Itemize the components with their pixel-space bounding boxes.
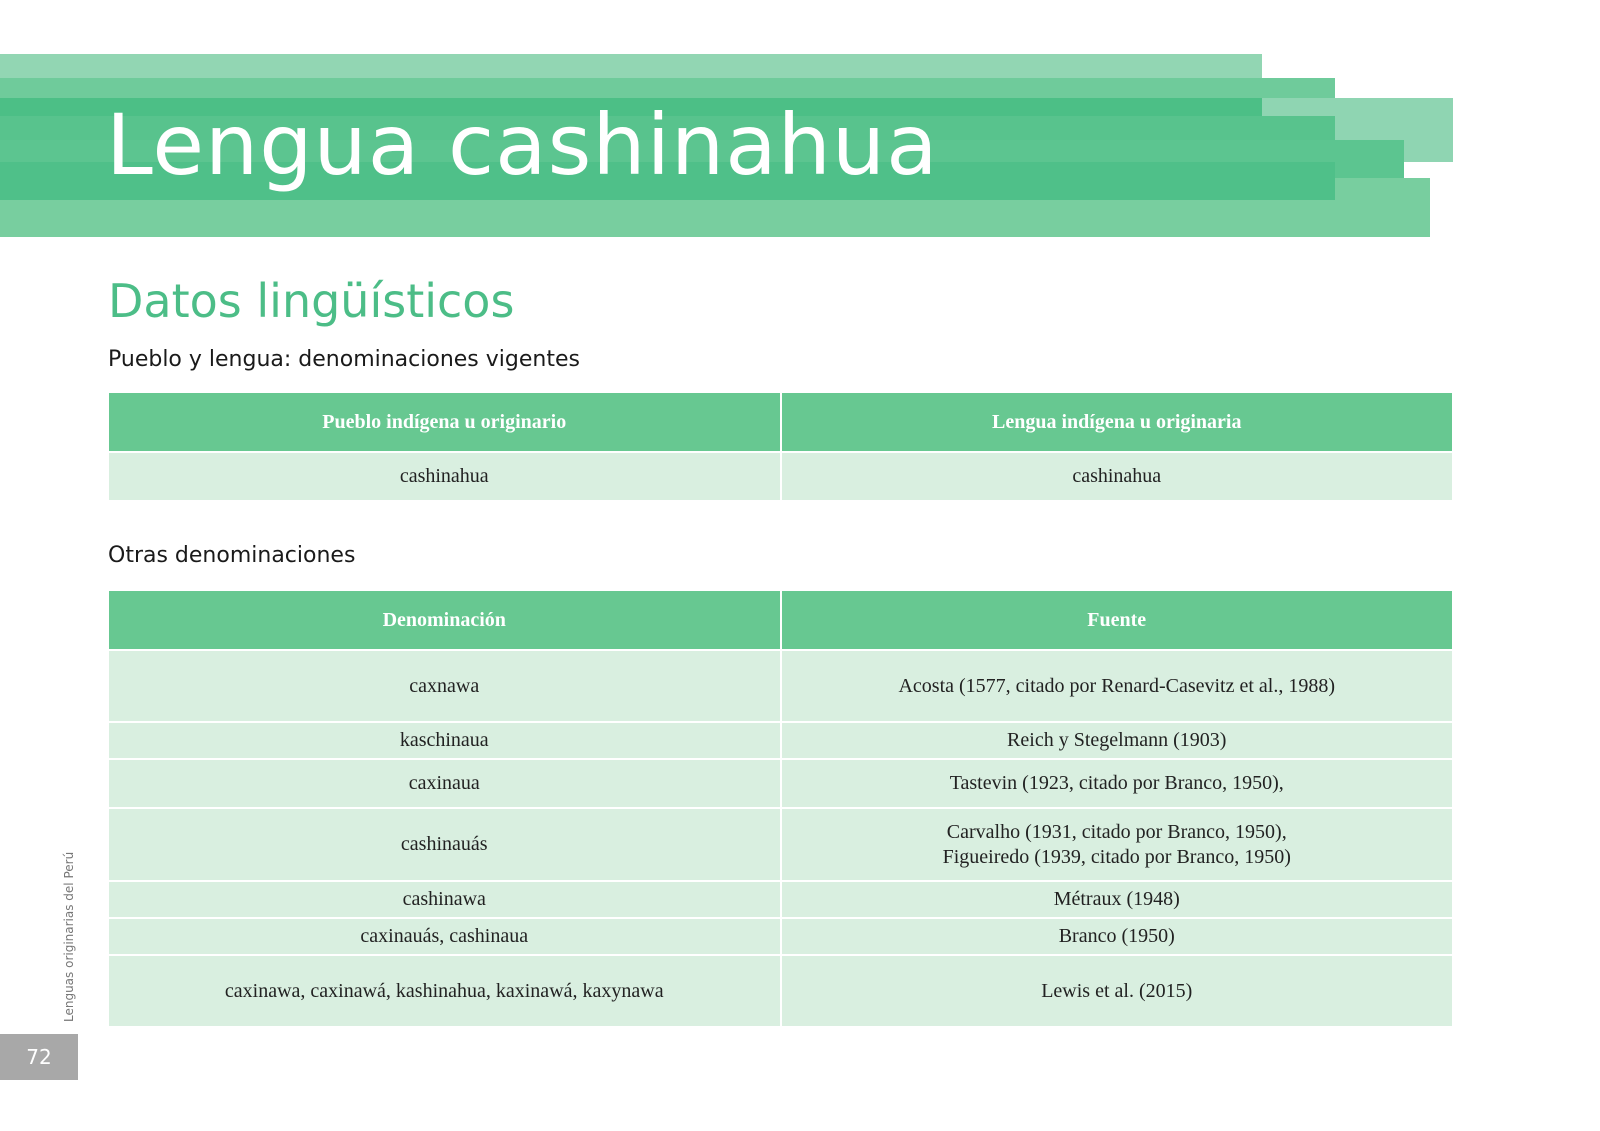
current-names-heading: Pueblo y lengua: denominaciones vigentes bbox=[108, 347, 580, 372]
table-cell: Branco (1950) bbox=[781, 918, 1453, 955]
page-title: Lengua cashinahua bbox=[106, 96, 939, 194]
table-row bbox=[109, 808, 1452, 881]
table-cell: kaschinaua bbox=[109, 722, 781, 759]
table-cell: Acosta (1577, citado por Renard-Casevitz et al., 1988) bbox=[781, 650, 1453, 722]
table-header-row bbox=[109, 393, 1452, 452]
table-cell: caxinaua bbox=[109, 759, 781, 808]
table-header-row bbox=[109, 591, 1452, 650]
other-names-heading: Otras denominaciones bbox=[108, 543, 356, 568]
table-cell: caxinauás, cashinaua bbox=[109, 918, 781, 955]
table-cell: cashinahua bbox=[781, 452, 1453, 501]
table-cell: cashinauás bbox=[109, 808, 781, 881]
column-header: Fuente bbox=[781, 591, 1453, 650]
table-cell: cashinawa bbox=[109, 881, 781, 918]
other-names-table bbox=[109, 591, 1452, 1028]
column-header: Lengua indígena u originaria bbox=[781, 393, 1453, 452]
current-names-table bbox=[109, 393, 1452, 502]
source-line: Figueiredo (1939, citado por Branco, 1950) bbox=[942, 845, 1291, 868]
table-cell: Métraux (1948) bbox=[781, 881, 1453, 918]
table-cell: Lewis et al. (2015) bbox=[781, 955, 1453, 1027]
table-row bbox=[109, 722, 1452, 759]
table-row bbox=[109, 955, 1452, 1027]
table-cell bbox=[781, 808, 1453, 881]
table-row bbox=[109, 881, 1452, 918]
table-cell: Reich y Stegelmann (1903) bbox=[781, 722, 1453, 759]
table-row bbox=[109, 452, 1452, 501]
source-line: Carvalho (1931, citado por Branco, 1950), bbox=[946, 820, 1287, 843]
column-header: Pueblo indígena u originario bbox=[109, 393, 781, 452]
table-row bbox=[109, 759, 1452, 808]
table-cell: Tastevin (1923, citado por Branco, 1950), bbox=[781, 759, 1453, 808]
column-header: Denominación bbox=[109, 591, 781, 650]
table-cell: cashinahua bbox=[109, 452, 781, 501]
series-label: Lenguas originarias del Perú bbox=[62, 851, 76, 1022]
table-cell: caxinawa, caxinawá, kashinahua, kaxinawá, kaxynawa bbox=[109, 955, 781, 1027]
table-cell: caxnawa bbox=[109, 650, 781, 722]
section-title: Datos lingüísticos bbox=[108, 274, 515, 328]
page-number: 72 bbox=[0, 1034, 78, 1080]
table-row bbox=[109, 650, 1452, 722]
table-row bbox=[109, 918, 1452, 955]
